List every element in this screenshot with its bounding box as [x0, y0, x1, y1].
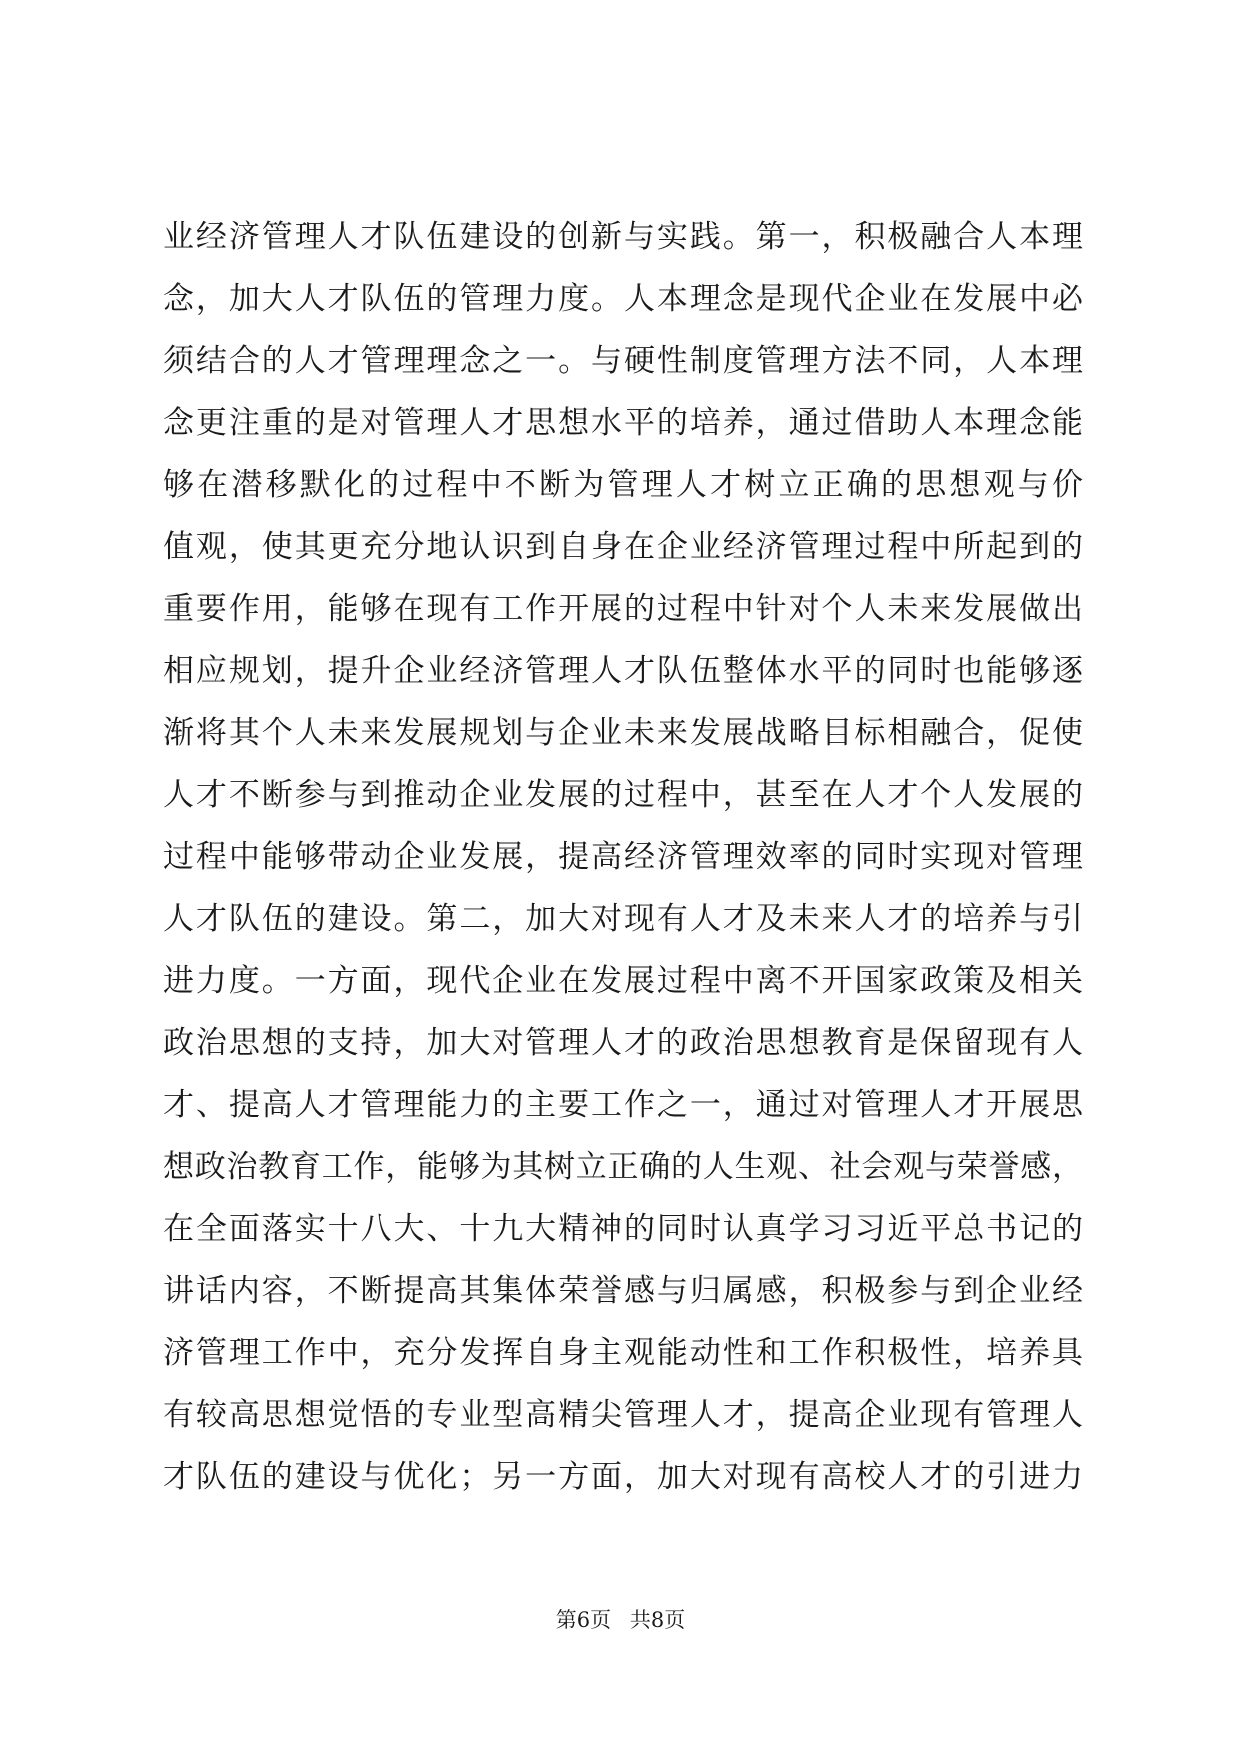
text-line: 重要作用，能够在现有工作开展的过程中针对个人未来发展做出	[163, 591, 1083, 627]
text-line: 进力度。一方面，现代企业在发展过程中离不开国家政策及相关	[163, 963, 1083, 999]
text-line: 值观，使其更充分地认识到自身在企业经济管理过程中所起到的	[163, 529, 1083, 565]
page-total: 共8页	[629, 1608, 686, 1632]
text-line: 政治思想的支持，加大对管理人才的政治思想教育是保留现有人	[163, 1025, 1083, 1061]
text-line: 过程中能够带动企业发展，提高经济管理效率的同时实现对管理	[163, 839, 1083, 875]
text-line: 渐将其个人未来发展规划与企业未来发展战略目标相融合，促使	[163, 715, 1083, 751]
text-line: 业经济管理人才队伍建设的创新与实践。第一，积极融合人本理	[163, 219, 1083, 255]
text-line: 才队伍的建设与优化；另一方面，加大对现有高校人才的引进力	[163, 1459, 1083, 1495]
text-line: 人才队伍的建设。第二，加大对现有人才及未来人才的培养与引	[163, 901, 1083, 937]
text-line: 讲话内容，不断提高其集体荣誉感与归属感，积极参与到企业经	[163, 1273, 1083, 1309]
text-line: 有较高思想觉悟的专业型高精尖管理人才，提高企业现有管理人	[163, 1397, 1083, 1433]
text-line: 念，加大人才队伍的管理力度。人本理念是现代企业在发展中必	[163, 281, 1083, 317]
text-line: 人才不断参与到推动企业发展的过程中，甚至在人才个人发展的	[163, 777, 1083, 813]
text-line: 才、提高人才管理能力的主要工作之一，通过对管理人才开展思	[163, 1087, 1083, 1123]
text-line: 在全面落实十八大、十九大精神的同时认真学习习近平总书记的	[163, 1211, 1083, 1247]
text-line: 想政治教育工作，能够为其树立正确的人生观、社会观与荣誉感，	[163, 1149, 1083, 1185]
text-line: 念更注重的是对管理人才思想水平的培养，通过借助人本理念能	[163, 405, 1083, 441]
body-paragraph	[163, 206, 1083, 1508]
page-footer	[0, 1606, 1241, 1634]
text-line: 相应规划，提升企业经济管理人才队伍整体水平的同时也能够逐	[163, 653, 1083, 689]
text-line: 济管理工作中，充分发挥自身主观能动性和工作积极性，培养具	[163, 1335, 1083, 1371]
text-line: 须结合的人才管理理念之一。与硬性制度管理方法不同，人本理	[163, 343, 1083, 379]
page-number: 第6页	[555, 1608, 612, 1632]
text-line: 够在潜移默化的过程中不断为管理人才树立正确的思想观与价	[163, 467, 1083, 503]
